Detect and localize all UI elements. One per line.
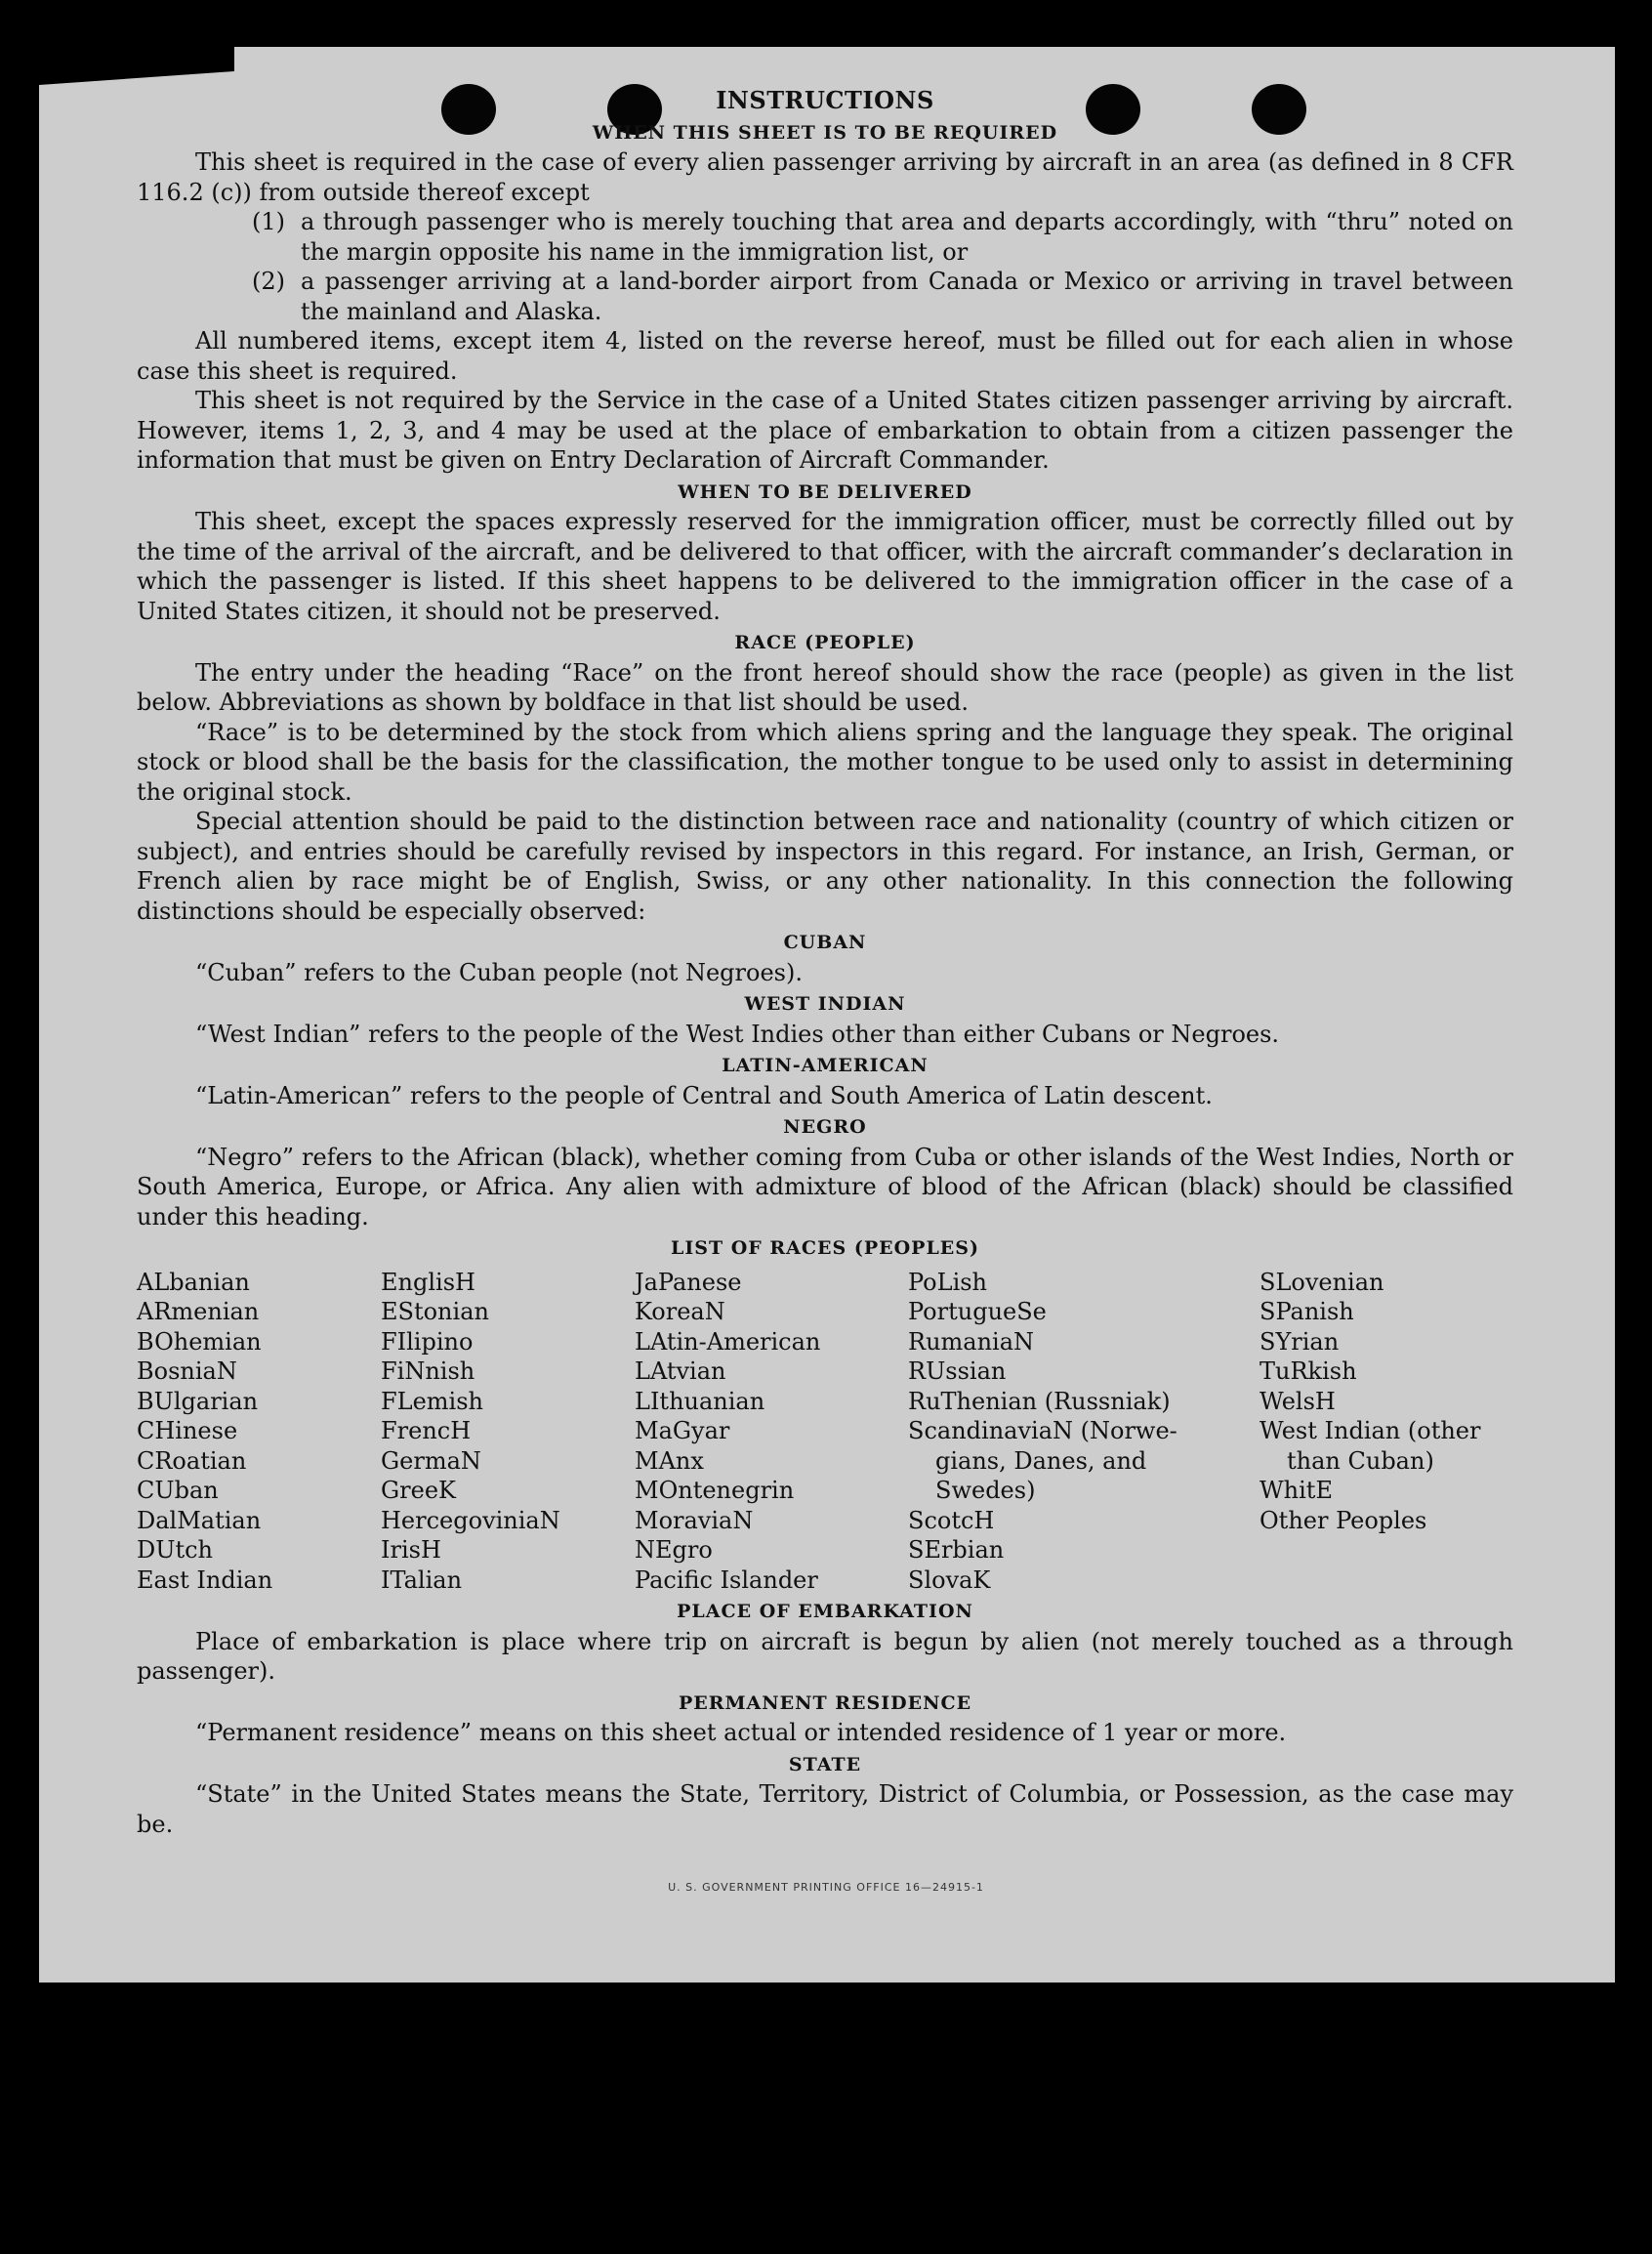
race-entry: KoreaN bbox=[635, 1298, 725, 1325]
race-entry: MoraviaN bbox=[635, 1506, 754, 1534]
race-column bbox=[908, 1268, 1260, 1596]
paragraph: This sheet is not required by the Service in the case of a United States citizen passenger arriving by aircraft. However, items 1, 2, 3, and 4 may be used at the place of embarkation to obtain from a citizen passenger the information that must be given on Entry Declaration of Aircraft Commander. bbox=[137, 387, 1513, 474]
race-entry: SlovaK bbox=[908, 1565, 991, 1594]
list-item bbox=[252, 207, 1513, 267]
race-entry: SLovenian bbox=[1260, 1268, 1384, 1296]
race-column bbox=[137, 1268, 381, 1596]
paragraph: “Race” is to be determined by the stock from which aliens spring and the language they speak. The original stock or blood shall be the basis for the classification, the mother tongue to be used only to assist in determining the original stock. bbox=[137, 718, 1513, 806]
paragraph: This sheet is required in the case of every alien passenger arriving by aircraft in an area (as defined in 8 CFR 116.2 (c)) from outside thereof except bbox=[137, 148, 1513, 206]
race-entry: Other Peoples bbox=[1260, 1506, 1427, 1534]
race-entry: PoLish bbox=[908, 1268, 988, 1296]
section-heading: WEST INDIAN bbox=[744, 993, 906, 1015]
section-heading: LATIN-AMERICAN bbox=[722, 1055, 929, 1076]
section-heading: CUBAN bbox=[783, 932, 867, 953]
race-entry: West Indian (other bbox=[1260, 1417, 1481, 1444]
race-entry: FrencH bbox=[381, 1417, 472, 1444]
race-column bbox=[1260, 1268, 1513, 1596]
paragraph: “West Indian” refers to the people of the West Indies other than either Cubans or Negroes. bbox=[195, 1020, 1280, 1048]
race-entry: BOhemian bbox=[137, 1327, 262, 1356]
section-heading: WHEN THIS SHEET IS TO BE REQUIRED bbox=[592, 121, 1058, 144]
race-entry: ScotcH bbox=[908, 1506, 995, 1534]
race-entry: DalMatian bbox=[137, 1506, 262, 1534]
race-entry: SPanish bbox=[1260, 1298, 1354, 1325]
race-entry: TuRkish bbox=[1260, 1357, 1357, 1385]
race-entry: DUtch bbox=[137, 1536, 214, 1564]
race-entry: RUssian bbox=[908, 1357, 1007, 1385]
race-entry: SYrian bbox=[1260, 1327, 1340, 1356]
paragraph: Special attention should be paid to the distinction between race and nationality (country of which citizen or subject), and entries should be carefully revised by inspectors in this regard. For instance, an Irish, German, or French alien by race might be of English, Swiss, or any other nationality. In this connection the following distinctions should be especially observed: bbox=[137, 808, 1513, 925]
paragraph: All numbered items, except item 4, listed on the reverse hereof, must be filled out for each alien in whose case this sheet is required. bbox=[137, 327, 1513, 385]
race-entry: ALbanian bbox=[137, 1268, 250, 1296]
list-number: (2) bbox=[252, 268, 285, 295]
instructions-content bbox=[137, 86, 1513, 1839]
race-entry: gians, Danes, and bbox=[935, 1446, 1147, 1475]
race-entry: GermaN bbox=[381, 1446, 481, 1475]
race-entry: MaGyar bbox=[635, 1417, 730, 1444]
section-heading: PERMANENT RESIDENCE bbox=[678, 1691, 972, 1714]
section-heading: WHEN TO BE DELIVERED bbox=[678, 480, 972, 503]
race-entry: SErbian bbox=[908, 1536, 1005, 1564]
list-item bbox=[252, 267, 1513, 326]
paragraph: “State” in the United States means the State, Territory, District of Columbia, or Possession, as the case may be. bbox=[137, 1780, 1513, 1838]
paragraph: The entry under the heading “Race” on the front hereof should show the race (people) as given in the list below. Abbreviations as shown by boldface in that list should be used. bbox=[137, 658, 1513, 716]
race-entry: RuThenian (Russniak) bbox=[908, 1387, 1171, 1415]
race-entry: RumaniaN bbox=[908, 1327, 1035, 1356]
paragraph: “Permanent residence” means on this sheet actual or intended residence of 1 year or more. bbox=[195, 1719, 1287, 1746]
race-entry: PortugueSe bbox=[908, 1298, 1047, 1325]
race-entry: BosniaN bbox=[137, 1357, 237, 1385]
section-heading: NEGRO bbox=[783, 1116, 867, 1138]
race-entry: EStonian bbox=[381, 1298, 489, 1325]
race-entry: EnglisH bbox=[381, 1268, 475, 1296]
printer-imprint: U. S. GOVERNMENT PRINTING OFFICE 16—24915-1 bbox=[668, 1881, 984, 1894]
race-entry: FiNnish bbox=[381, 1357, 475, 1385]
paragraph: “Latin-American” refers to the people of Central and South America of Latin descent. bbox=[195, 1081, 1213, 1109]
list-number: (1) bbox=[252, 208, 285, 235]
exception-list bbox=[252, 207, 1513, 326]
document-title: INSTRUCTIONS bbox=[716, 86, 934, 114]
race-entry: BUlgarian bbox=[137, 1387, 259, 1415]
paragraph: This sheet, except the spaces expressly reserved for the immigration officer, must be correctly filled out by the time of the arrival of the aircraft, and be delivered to that officer, with the aircraft commander’s declaration in which the passenger is listed. If this sheet happens to be delivered to the immigration officer in the case of a United States citizen, it should not be preserved. bbox=[137, 508, 1513, 625]
list-text: a passenger arriving at a land-border airport from Canada or Mexico or arriving in travel between the mainland and Alaska. bbox=[301, 268, 1513, 325]
paragraph: Place of embarkation is place where trip on aircraft is begun by alien (not merely touched as a through passenger). bbox=[137, 1627, 1513, 1685]
paragraph: “Cuban” refers to the Cuban people (not Negroes). bbox=[195, 958, 803, 986]
race-list bbox=[137, 1268, 1513, 1596]
race-entry: GreeK bbox=[381, 1477, 456, 1504]
race-entry: CRoatian bbox=[137, 1446, 247, 1475]
race-entry: WelsH bbox=[1260, 1387, 1336, 1415]
list-text: a through passenger who is merely touching that area and departs accordingly, with “thru” noted on the margin opposite his name in the immigration list, or bbox=[301, 208, 1513, 266]
race-entry: LAtvian bbox=[635, 1357, 726, 1385]
race-entry: MAnx bbox=[635, 1446, 704, 1475]
race-column bbox=[381, 1268, 635, 1596]
race-entry: NEgro bbox=[635, 1536, 713, 1564]
section-heading: LIST OF RACES (PEOPLES) bbox=[671, 1237, 979, 1259]
race-entry: LIthuanian bbox=[635, 1387, 765, 1415]
race-entry: MOntenegrin bbox=[635, 1477, 795, 1504]
race-column bbox=[635, 1268, 908, 1596]
race-entry: IrisH bbox=[381, 1536, 441, 1564]
race-entry: LAtin-American bbox=[635, 1327, 821, 1356]
race-entry: JaPanese bbox=[635, 1268, 742, 1296]
section-heading: PLACE OF EMBARKATION bbox=[677, 1601, 973, 1622]
race-entry: WhitE bbox=[1260, 1477, 1333, 1504]
race-entry: than Cuban) bbox=[1287, 1446, 1434, 1475]
race-entry: FIlipino bbox=[381, 1327, 474, 1356]
race-entry: Pacific Islander bbox=[635, 1565, 818, 1594]
race-entry: ITalian bbox=[381, 1565, 463, 1594]
race-entry: ScandinaviaN (Norwe- bbox=[908, 1417, 1177, 1444]
section-heading: RACE (PEOPLE) bbox=[734, 632, 916, 653]
race-entry: East Indian bbox=[137, 1565, 273, 1594]
race-entry: Swedes) bbox=[935, 1477, 1036, 1504]
race-entry: ARmenian bbox=[137, 1298, 260, 1325]
section-heading: STATE bbox=[788, 1753, 862, 1775]
race-entry: CUban bbox=[137, 1477, 219, 1504]
paragraph: “Negro” refers to the African (black), whether coming from Cuba or other islands of the West Indies, North or South America, Europe, or Africa. Any alien with admixture of blood of the African (black) should be classified under this heading. bbox=[137, 1143, 1513, 1231]
race-entry: FLemish bbox=[381, 1387, 483, 1415]
race-entry: CHinese bbox=[137, 1417, 238, 1444]
race-entry: HercegoviniaN bbox=[381, 1506, 560, 1534]
